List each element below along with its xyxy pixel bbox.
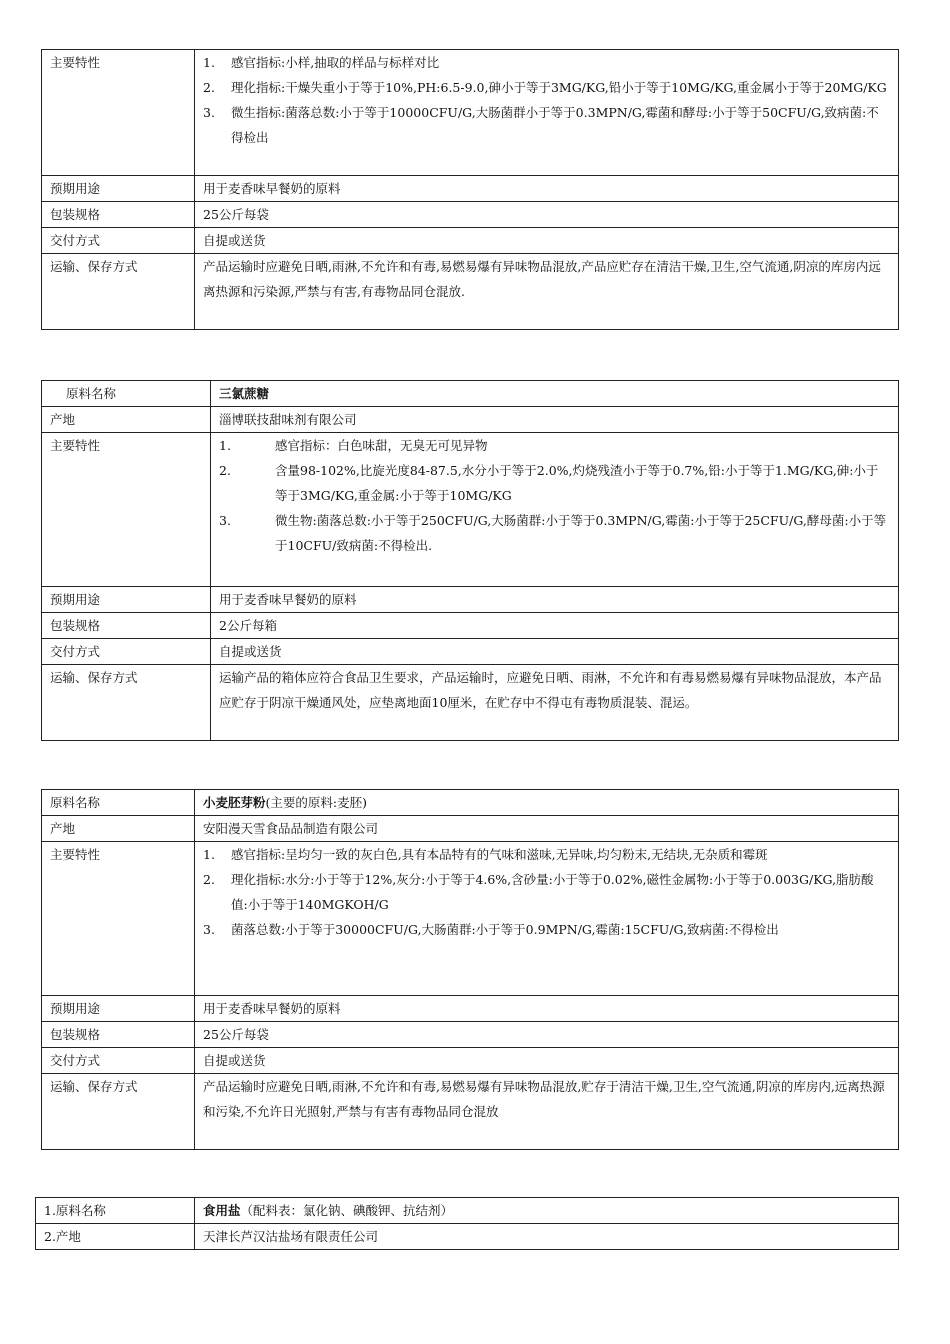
- material-note: (主要的原料:麦胚): [265, 795, 367, 810]
- delivery-value: 自提或送货: [195, 228, 899, 254]
- feature-item: 1. 感官指标:小样,抽取的样品与标样对比: [203, 55, 440, 70]
- material-spec-table-1: [41, 49, 899, 330]
- delivery-label: 交付方式: [42, 1048, 195, 1074]
- storage-label: 运输、保存方式: [42, 254, 195, 330]
- origin-value: 天津长芦汉沽盐场有限责任公司: [195, 1224, 899, 1250]
- features-label: 主要特性: [42, 842, 195, 996]
- use-value: 用于麦香味早餐奶的原料: [195, 176, 899, 202]
- origin-value: 淄博联技甜味剂有限公司: [211, 407, 899, 433]
- delivery-value: 自提或送货: [211, 639, 899, 665]
- feature-item: 1. 感官指标:呈均匀一致的灰白色,具有本品特有的气味和滋味,无异味,均匀粉末,无结块,无杂质和霉斑: [203, 847, 768, 862]
- material-spec-table-4: [35, 1197, 899, 1250]
- name-label: 1.原料名称: [36, 1198, 195, 1224]
- use-label: 预期用途: [42, 587, 211, 613]
- feature-item: 2. 理化指标:干燥失重小于等于10%,PH:6.5-9.0,砷小于等于3MG/KG,铅小于等于10MG/KG,重金属小于等于20MG/KG: [203, 80, 887, 95]
- delivery-value: 自提或送货: [195, 1048, 899, 1074]
- name-value: [211, 381, 899, 407]
- name-value: [195, 790, 899, 816]
- pack-value: 25公斤每袋: [195, 202, 899, 228]
- use-value: 用于麦香味早餐奶的原料: [195, 996, 899, 1022]
- use-label: 预期用途: [42, 176, 195, 202]
- storage-value: 产品运输时应避免日晒,雨淋,不允许和有毒,易燃易爆有异味物品混放,贮存于清洁干燥,卫生,空气流通,阴凉的库房内,远离热源和污染,不允许日光照射,严禁与有害有毒物品同仓混放: [195, 1074, 899, 1150]
- material-spec-table-2: [41, 380, 899, 741]
- pack-label: 包装规格: [42, 1022, 195, 1048]
- features-cell: [195, 50, 899, 176]
- storage-value: 运输产品的箱体应符合食品卫生要求，产品运输时，应避免日晒、雨淋，不允许和有毒易燃易爆有异味物品混放，本产品应贮存于阴凉干燥通风处，应垫离地面10厘米，在贮存中不得屯有毒物质混装、混运。: [211, 665, 899, 741]
- storage-value: 产品运输时应避免日晒,雨淋,不允许和有毒,易燃易爆有异味物品混放,产品应贮存在清洁干燥,卫生,空气流通,阴凉的库房内远离热源和污染源,严禁与有害,有毒物品同仓混放.: [195, 254, 899, 330]
- origin-label: 2.产地: [36, 1224, 195, 1250]
- pack-value: 25公斤每袋: [195, 1022, 899, 1048]
- feature-item: 3. 微生指标:菌落总数:小于等于10000CFU/G,大肠菌群小于等于0.3MPN/G,霉菌和酵母:小于等于50CFU/G,致病菌:不得检出: [203, 105, 879, 145]
- pack-label: 包装规格: [42, 613, 211, 639]
- delivery-label: 交付方式: [42, 639, 211, 665]
- origin-value: 安阳漫天雪食品品制造有限公司: [195, 816, 899, 842]
- features-label: 主要特性: [42, 433, 211, 587]
- material-name: 三氯蔗糖: [219, 386, 270, 401]
- features-cell: [195, 842, 899, 996]
- storage-label: 运输、保存方式: [42, 665, 211, 741]
- material-name: 小麦胚芽粉: [203, 795, 266, 810]
- pack-value: 2公斤每箱: [211, 613, 899, 639]
- feature-item: 2. 理化指标:水分:小于等于12%,灰分:小于等于4.6%,含砂量:小于等于0.02%,磁性金属物:小于等于0.003G/KG,脂肪酸值:小于等于140MGKOH/G: [203, 872, 874, 912]
- feature-item: 2. 含量98-102%,比旋光度84-87.5,水分小于等于2.0%,灼烧残渣小于等于0.7%,铅:小于等于1.MG/KG,砷:小于等于3MG/KG,重金属:小于等于10MG/KG: [219, 463, 879, 503]
- material-spec-table-3: [41, 789, 899, 1150]
- origin-label: 产地: [42, 407, 211, 433]
- material-note: （配料表：氯化钠、碘酸钾、抗结剂）: [240, 1203, 454, 1218]
- features-cell: [211, 433, 899, 587]
- use-label: 预期用途: [42, 996, 195, 1022]
- storage-label: 运输、保存方式: [42, 1074, 195, 1150]
- name-label: 原料名称: [42, 381, 211, 407]
- features-label: 主要特性: [42, 50, 195, 176]
- material-name: 食用盐: [203, 1203, 241, 1218]
- name-value: [195, 1198, 899, 1224]
- feature-item: 1. 感官指标：白色味甜，无臭无可见异物: [219, 438, 488, 453]
- pack-label: 包装规格: [42, 202, 195, 228]
- origin-label: 产地: [42, 816, 195, 842]
- delivery-label: 交付方式: [42, 228, 195, 254]
- feature-item: 3. 微生物:菌落总数:小于等于250CFU/G,大肠菌群:小于等于0.3MPN/G,霉菌:小于等于25CFU/G,酵母菌:小于等于10CFU/致病菌:不得检出.: [219, 513, 887, 553]
- use-value: 用于麦香味早餐奶的原料: [211, 587, 899, 613]
- feature-item: 3. 菌落总数:小于等于30000CFU/G,大肠菌群:小于等于0.9MPN/G,霉菌:15CFU/G,致病菌:不得检出: [203, 922, 779, 937]
- name-label: 原料名称: [42, 790, 195, 816]
